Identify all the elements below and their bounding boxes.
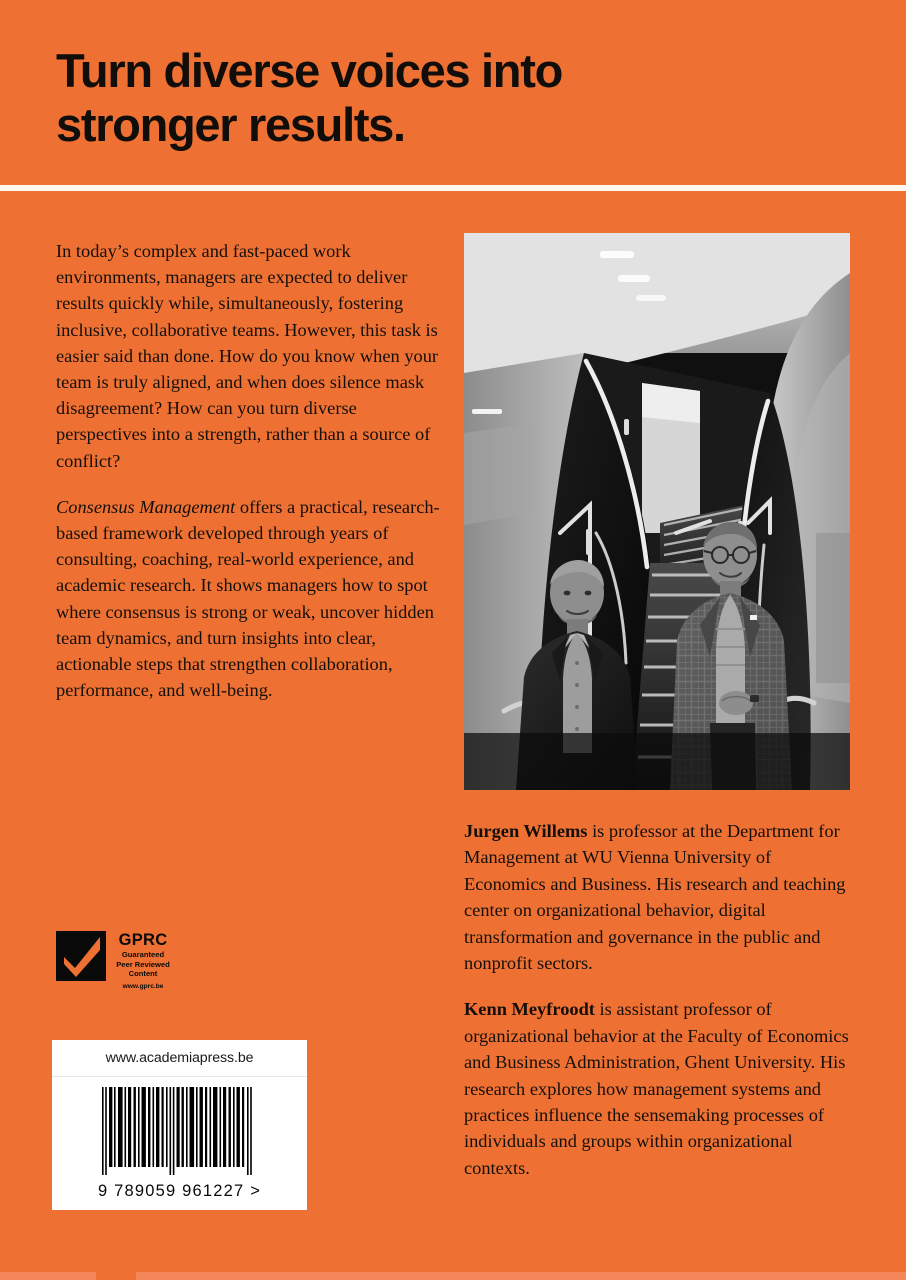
gprc-checkmark-badge <box>56 931 106 981</box>
divider-rule <box>0 185 906 191</box>
author-bio-text-2: is assistant professor of organizational behavior at the Faculty of Economics and Business Administration, Ghent University. His research explores how management systems and practices influence the sensemaking processes of individuals and groups within organizational contexts. <box>464 999 849 1178</box>
gprc-url: www.gprc.be <box>122 982 164 990</box>
bottom-edge-strip <box>0 1272 906 1280</box>
headline-line-2: stronger results. <box>56 98 405 151</box>
blurb-paragraph-2 <box>56 494 442 704</box>
gprc-logo <box>56 931 174 999</box>
gprc-text-block <box>112 931 174 990</box>
gprc-title: GPRC <box>118 931 168 949</box>
book-title-italic: Consensus Management <box>56 496 236 517</box>
barcode-number: 9 789059 961227 <box>97 1182 245 1200</box>
gprc-subtitle <box>112 950 174 979</box>
barcode-digits <box>52 1182 307 1201</box>
author-name-2: Kenn Meyfroodt <box>464 999 595 1020</box>
publisher-url: www.academiapress.be <box>52 1040 307 1077</box>
blurb-paragraph-2-rest: offers a practical, research-based framework developed through years of consulting, coaching, real-world experience, and academic research. It shows managers how to spot where consensus is strong or weak, uncover hidden team dynamics, and turn insights into clear, actionable steps that strengthen collaboration, performance, and well-being. <box>56 496 440 701</box>
author-bio-2 <box>464 996 852 1181</box>
gprc-subtitle-line-1: Guaranteed <box>121 950 165 959</box>
barcode-suffix: > <box>250 1182 262 1200</box>
barcode-area <box>52 1077 307 1211</box>
author-name-1: Jurgen Willems <box>464 821 588 841</box>
barcode-icon <box>102 1087 257 1175</box>
page-title <box>56 44 716 152</box>
author-bio-text-1: is professor at the Department for Management at WU Vienna University of Economics and Business. His research and teaching center on organizational behavior, digital transformation and governance in the public and nonprofit sectors. <box>464 821 846 974</box>
headline-line-1: Turn diverse voices into <box>56 44 562 97</box>
barcode-block <box>52 1040 307 1210</box>
author-photo-illustration <box>464 233 850 790</box>
checkmark-icon <box>56 931 106 981</box>
author-photo <box>464 233 850 790</box>
bottom-edge-notch <box>96 1272 136 1280</box>
blurb-paragraph-1: In today’s complex and fast-paced work environments, managers are expected to deliver results quickly while, simultaneously, fostering inclusive, collaborative teams. However, this task is easier said than done. How do you know when your team is truly aligned, and when does silence mask disagreement? How can you turn diverse perspectives into a strength, rather than a source of conflict? <box>56 241 439 471</box>
gprc-subtitle-line-2: Peer Reviewed <box>116 959 170 969</box>
author-bios-column <box>464 818 852 1181</box>
author-bio-1 <box>464 818 852 976</box>
blurb-column <box>56 238 442 703</box>
gprc-subtitle-line-3: Content <box>128 969 158 979</box>
